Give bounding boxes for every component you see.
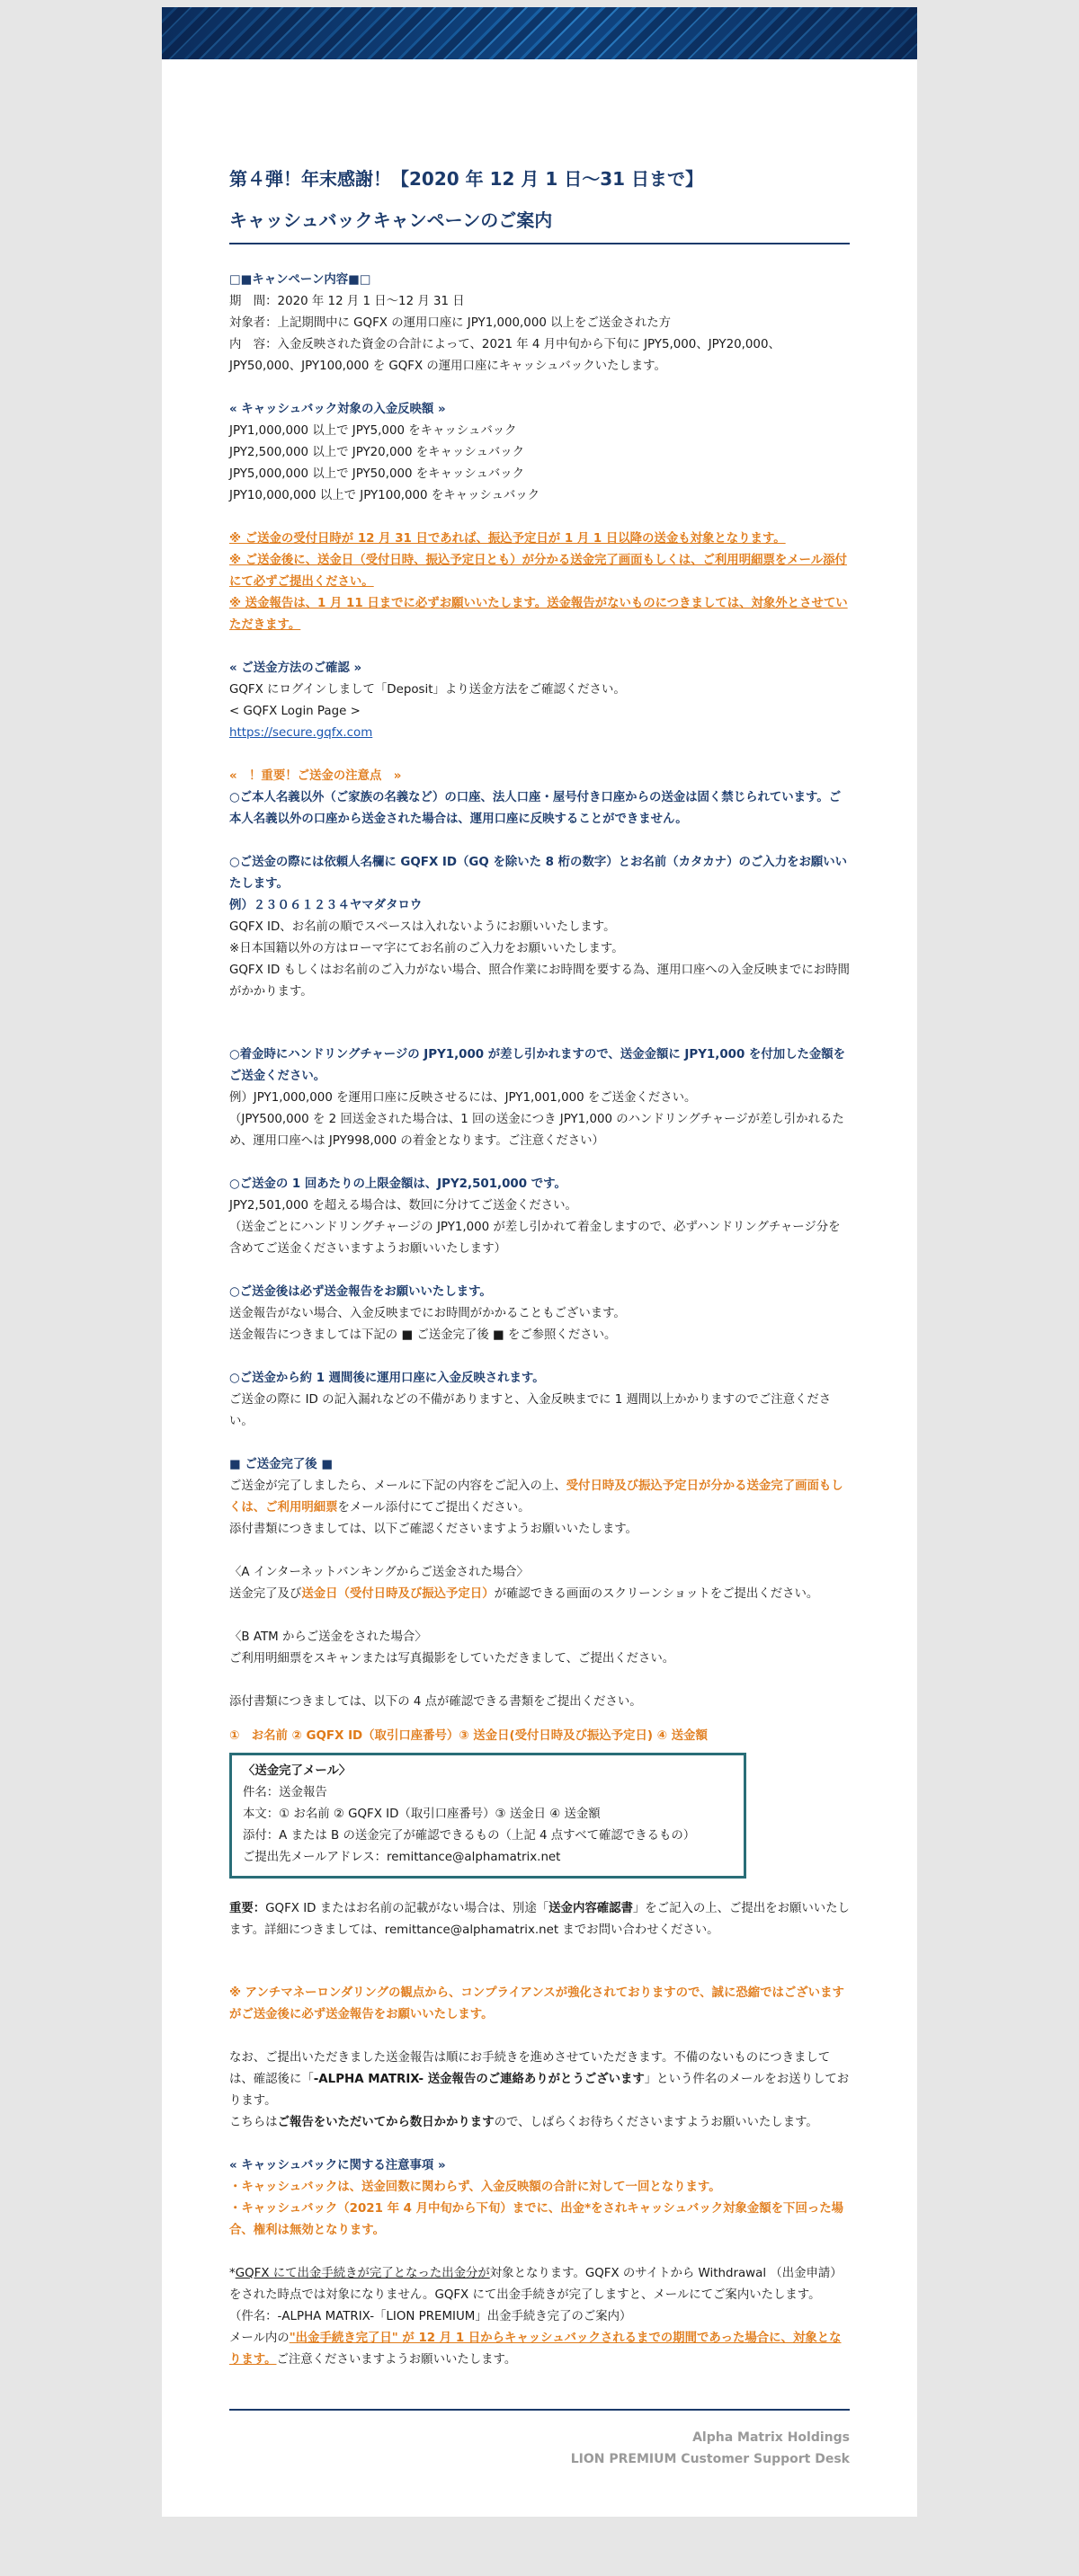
after-line-1: ご送金が完了しましたら、メールに下記の内容をご記入の上、受付日時及び振込予定日が分かる送金完了画面もしくは、ご利用明細票をメール添付にてご提出ください。 [229,1479,843,1515]
page-title [229,158,850,241]
important-point-2-line-2: ※日本国籍以外の方はローマ字にてお名前のご入力をお願いいたします。 [229,942,624,955]
after-line-2: 添付書類につきましては、以下ご確認くださいますようお願いいたします。 [229,1523,638,1536]
important-point-2-line-1: GQFX ID、お名前の順でスペースは入れないようにお願いいたします。 [229,920,616,934]
note-2: ※ ご送金後に、送金日（受付日時、振込予定日とも）が分かる送金完了画面もしくは、ご利用明細票をメール添付にて必ずご提出ください。 [229,554,847,589]
title-line-1: 第４弾！年末感謝！【2020 年 12 月 1 日〜31 日まで】 [229,168,704,190]
important-point-4: ○ご送金の 1 回あたりの上限金額は、JPY2,501,000 です。 [229,1177,566,1191]
important-point-5-line-2: 送金報告につきましては下記の ■ ご送金完了後 ■ をご参照ください。 [229,1328,617,1342]
gqfx-login-link[interactable]: https://secure.gqfx.com [229,726,373,740]
tier-item: JPY5,000,000 以上で JPY50,000 をキャッシュバック [229,467,525,481]
title-line-2: キャッシュバックキャンペーンのご案内 [229,209,553,231]
important-point-2: ○ご送金の際には依頼人名欄に GQFX ID（GQ を除いた 8 桁の数字）とお名前（カタカナ）のご入力をお願いいたします。 [229,856,848,891]
cashback-notes-heading: « キャッシュバックに関する注意事項 » [229,2159,446,2172]
email-page [162,7,917,2517]
campaign-content-1: 内 容：入金反映された資金の合計によって、2021 年 4 月中旬から下旬に JPY5,000、JPY20,000、 [229,338,780,351]
important-point-4-line-2: （送金ごとにハンドリングチャージの JPY1,000 が差し引かれて着金しますので、必ずハンドリングチャージ分を含めてご送金くださいますようお願いいたします） [229,1221,841,1256]
case-b-line: ご利用明細票をスキャンまたは写真撮影をしていただきまして、ご提出ください。 [229,1652,675,1666]
campaign-heading: □■キャンペーン内容■□ [229,273,371,287]
after-heading: ■ ご送金完了後 ■ [229,1458,333,1471]
mail-address: ご提出先メールアドレス：remittance@alphamatrix.net [243,1851,561,1864]
mail-template-box [229,1753,746,1879]
tier-item: JPY2,500,000 以上で JPY20,000 をキャッシュバック [229,446,525,459]
docs-line: 添付書類につきましては、以下の 4 点が確認できる書類をご提出ください。 [229,1695,642,1709]
note-1: ※ ご送金の受付日時が 12 月 31 日であれば、振込予定日が 1 月 1 日以降の送金も対象となります。 [229,532,786,546]
important-point-1: ○ご本人名義以外（ご家族の名義など）の口座、法人口座・屋号付き口座からの送金は固く禁じられています。ご本人名義以外の口座から送金された場合は、運用口座に反映することができません。 [229,791,842,826]
campaign-period: 期 間：2020 年 12 月 1 日〜12 月 31 日 [229,295,465,308]
mail-subject: 件名：送金報告 [243,1786,327,1799]
tier-item: JPY10,000,000 以上で JPY100,000 をキャッシュバック [229,489,540,502]
important-point-4-line-1: JPY2,501,000 を超える場合は、数回に分けてご送金ください。 [229,1199,577,1212]
withdraw-note-1: *GQFX にて出金手続きが完了となった出金分が対象となります。GQFX のサイトから Withdrawal （出金申請）をされた時点では対象になりません。GQFX にて出金手続きが完了しますと、メールにてご案内いたします。 [229,2267,843,2302]
cashback-note-1: ・キャッシュバックは、送金回数に関わらず、入金反映額の合計に対して一回となります。 [229,2181,721,2194]
cashback-note-2: ・キャッシュバック（2021 年 4 月中旬から下旬）までに、出金*をされキャッシュバック対象金額を下回った場合、権利は無効となります。 [229,2202,844,2237]
withdraw-note-2: （件名：-ALPHA MATRIX-「LION PREMIUM」出金手続き完了のご案内） [229,2310,632,2323]
important-note: 重要：GQFX ID またはお名前の記載がない場合は、別途「送金内容確認書」をご記入の上、ご提出をお願いいたします。詳細につきましては、remittance@alphamatrix.net までお問い合わせください。 [229,1902,850,1937]
campaign-target: 対象者：上記期間中に GQFX の運用口座に JPY1,000,000 以上をご送金された方 [229,316,672,330]
tier-item: JPY1,000,000 以上で JPY5,000 をキャッシュバック [229,424,517,438]
footer-desk: LION PREMIUM Customer Support Desk [570,2452,850,2466]
case-a-heading: 〈A インターネットバンキングからご送金された場合〉 [229,1566,529,1579]
method-line-1: GQFX にログインしまして「Deposit」より送金方法をご確認ください。 [229,683,626,697]
important-point-6: ○ご送金から約 1 週間後に運用口座に入金反映されます。 [229,1372,545,1385]
important-point-3-line-2: （JPY500,000 を 2 回送金された場合は、1 回の送金につき JPY1,000 のハンドリングチャージが差し引かれるため、運用口座へは JPY998,000 の着金となります。ご注意ください） [229,1113,844,1148]
process-note-2: こちらはご報告をいただいてから数日かかりますので、しばらくお待ちくださいますようお願いいたします。 [229,2116,818,2129]
method-line-2: < GQFX Login Page > [229,705,361,718]
mail-body: 本文：① お名前 ② GQFX ID（取引口座番号）③ 送金日 ④ 送金額 [243,1808,601,1821]
note-3: ※ 送金報告は、1 月 11 日までに必ずお願いいたします。送金報告がないものにつきましては、対象外とさせていただきます。 [229,597,848,632]
important-point-6-line-1: ご送金の際に ID の記入漏れなどの不備がありますと、入金反映までに 1 週間以上かかりますのでご注意ください。 [229,1393,832,1428]
footer [229,2409,850,2470]
mail-attach: 添付：A または B の送金完了が確認できるもの（上記 4 点すべて確認できるもの） [243,1829,696,1843]
process-note: なお、ご提出いただきました送金報告は順にお手続きを進めさせていただきます。不備のないものにつきましては、確認後に「-ALPHA MATRIX- 送金報告のご連絡ありがとうございます」という件名のメールをお送りしております。 [229,2051,850,2108]
important-point-5: ○ご送金後は必ず送金報告をお願いいたします。 [229,1285,492,1299]
campaign-content-2: JPY50,000、JPY100,000 を GQFX の運用口座にキャッシュバックいたします。 [229,360,666,373]
important-point-3: ○着金時にハンドリングチャージの JPY1,000 が差し引かれますので、送金金額に JPY1,000 を付加した金額をご送金ください。 [229,1048,846,1083]
important-point-3-line-1: 例）JPY1,000,000 を運用口座に反映させるには、JPY1,001,000 をご送金ください。 [229,1091,697,1105]
tiers-heading: « キャッシュバック対象の入金反映額 » [229,403,446,416]
important-point-5-line-1: 送金報告がない場合、入金反映までにお時間がかかることもございます。 [229,1307,626,1320]
important-heading: « ！重要！ご送金の注意点 » [229,769,402,783]
withdraw-note-3: メール内の"出金手続き完了日" が 12 月 1 日からキャッシュバックされるまでの期間であった場合に、対象となります。ご注意くださいますようお願いいたします。 [229,2332,842,2367]
email-content [229,158,850,2371]
footer-company: Alpha Matrix Holdings [692,2430,850,2445]
method-heading: « ご送金方法のご確認 » [229,662,362,675]
mail-head: 〈送金完了メール〉 [243,1764,352,1778]
four-points: ① お名前 ② GQFX ID（取引口座番号）③ 送金日(受付日時及び振込予定日) ④ 送金額 [229,1729,708,1743]
important-point-2-line-3: GQFX ID もしくはお名前のご入力がない場合、照合作業にお時間を要する為、運用口座への入金反映までにお時間がかかります。 [229,964,850,999]
header-banner [162,7,917,59]
case-b-heading: 〈B ATM からご送金をされた場合〉 [229,1630,427,1644]
aml-note: ※ アンチマネーロンダリングの観点から、コンプライアンスが強化されておりますので、誠に恐縮ではございますがご送金後に必ず送金報告をお願いいたします。 [229,1986,844,2021]
case-a-line: 送金完了及び送金日（受付日時及び振込予定日）が確認できる画面のスクリーンショットをご提出ください。 [229,1587,819,1601]
important-point-2-example: 例）２３０６１２３４ヤマダタロウ [229,899,423,912]
